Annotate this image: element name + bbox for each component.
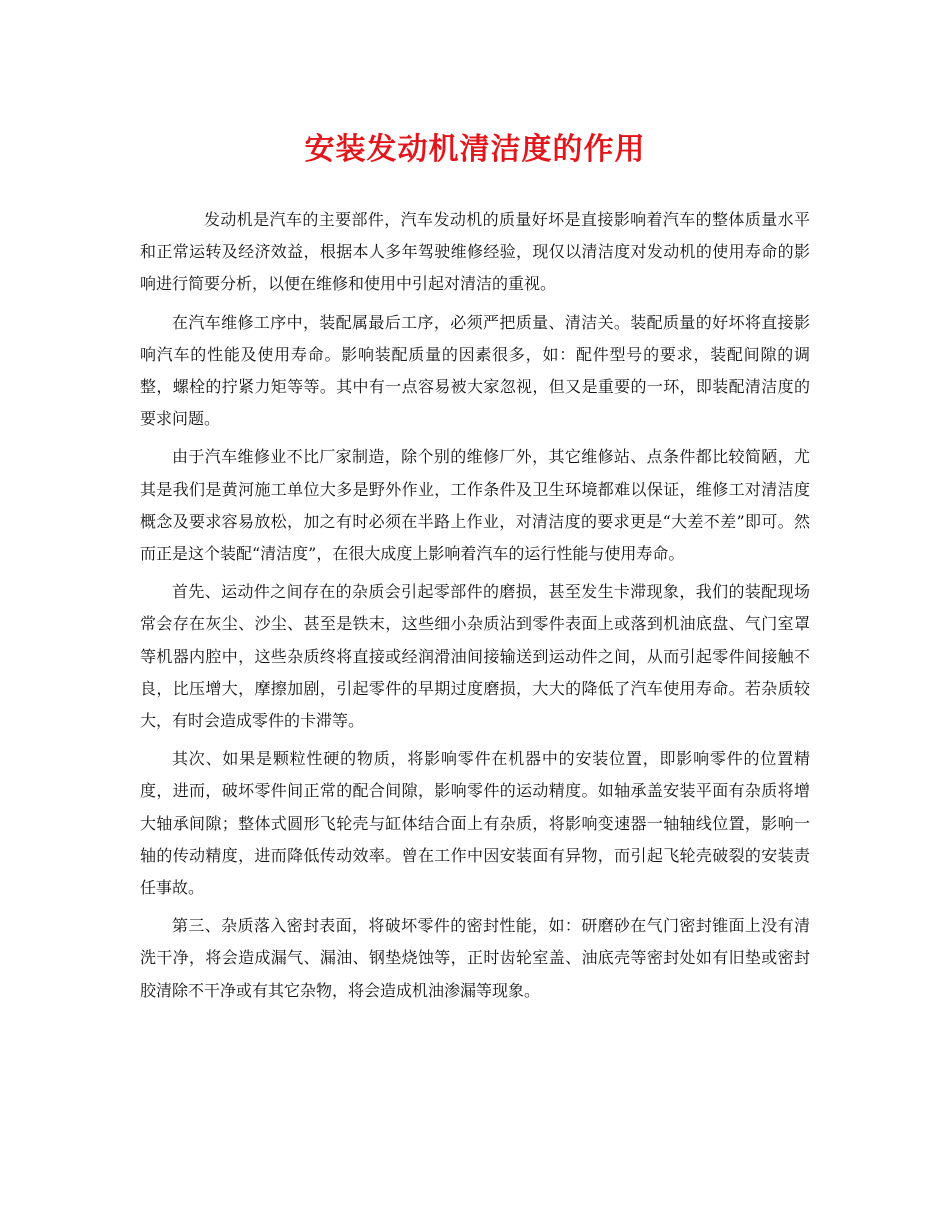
document-title: 安装发动机清洁度的作用 [304,132,646,167]
paragraph-6: 第三、杂质落入密封表面，将破坏零件的密封性能，如：研磨砂在气门密封锥面上没有清洗干净，将会造成漏气、漏油、钢垫烧蚀等，正时齿轮室盖、油底壳等密封处如有旧垫或密封胶清除不干净或有其它杂物，将会造成机油渗漏等现象。 [140,916,810,1000]
paragraph-5: 其次、如果是颗粒性硬的物质，将影响零件在机器中的安装位置，即影响零件的位置精度，进而，破坏零件间正常的配合间隙，影响零件的运动精度。如轴承盖安装平面有杂质将增大轴承间隙；整体式圆形飞轮壳与缸体结合面上有杂质，将影响变速器一轴轴线位置，影响一轴的传动精度，进而降低传动效率。曾在工作中因安装面有异物，而引起飞轮壳破裂的安装责任事故。 [140,749,810,898]
paragraph-1: 发动机是汽车的主要部件，汽车发动机的质量好坏是直接影响着汽车的整体质量水平和正常运转及经济效益，根据本人多年驾驶维修经验，现仅以清洁度对发动机的使用寿命的影响进行简要分析，以便在维修和使用中引起对清洁的重视。 [140,210,810,294]
paragraph-3: 由于汽车维修业不比厂家制造，除个别的维修厂外，其它维修站、点条件都比较简陋，尤其是我们是黄河施工单位大多是野外作业，工作条件及卫生环境都难以保证，维修工对清洁度概念及要求容易放松，加之有时必须在半路上作业，对清洁度的要求更是“大差不差”即可。然而正是这个装配“清洁度”，在很大成度上影响着汽车的运行性能与使用寿命。 [140,447,810,564]
document-body [140,204,810,1013]
paragraph-4: 首先、运动件之间存在的杂质会引起零部件的磨损，甚至发生卡滞现象，我们的装配现场常会存在灰尘、沙尘、甚至是铁末，这些细小杂质沾到零件表面上或落到机油底盘、气门室罩等机器内腔中，这些杂质终将直接或经润滑油间接输送到运动件之间，从而引起零件间接触不良，比压增大，摩擦加剧，引起零件的早期过度磨损，大大的降低了汽车使用寿命。若杂质较大，有时会造成零件的卡滞等。 [140,582,810,731]
paragraph-2: 在汽车维修工序中，装配属最后工序，必须严把质量、清洁关。装配质量的好坏将直接影响汽车的性能及使用寿命。影响装配质量的因素很多，如：配件型号的要求，装配间隙的调整，螺栓的拧紧力矩等等。其中有一点容易被大家忽视，但又是重要的一环，即装配清洁度的要求问题。 [140,312,810,429]
